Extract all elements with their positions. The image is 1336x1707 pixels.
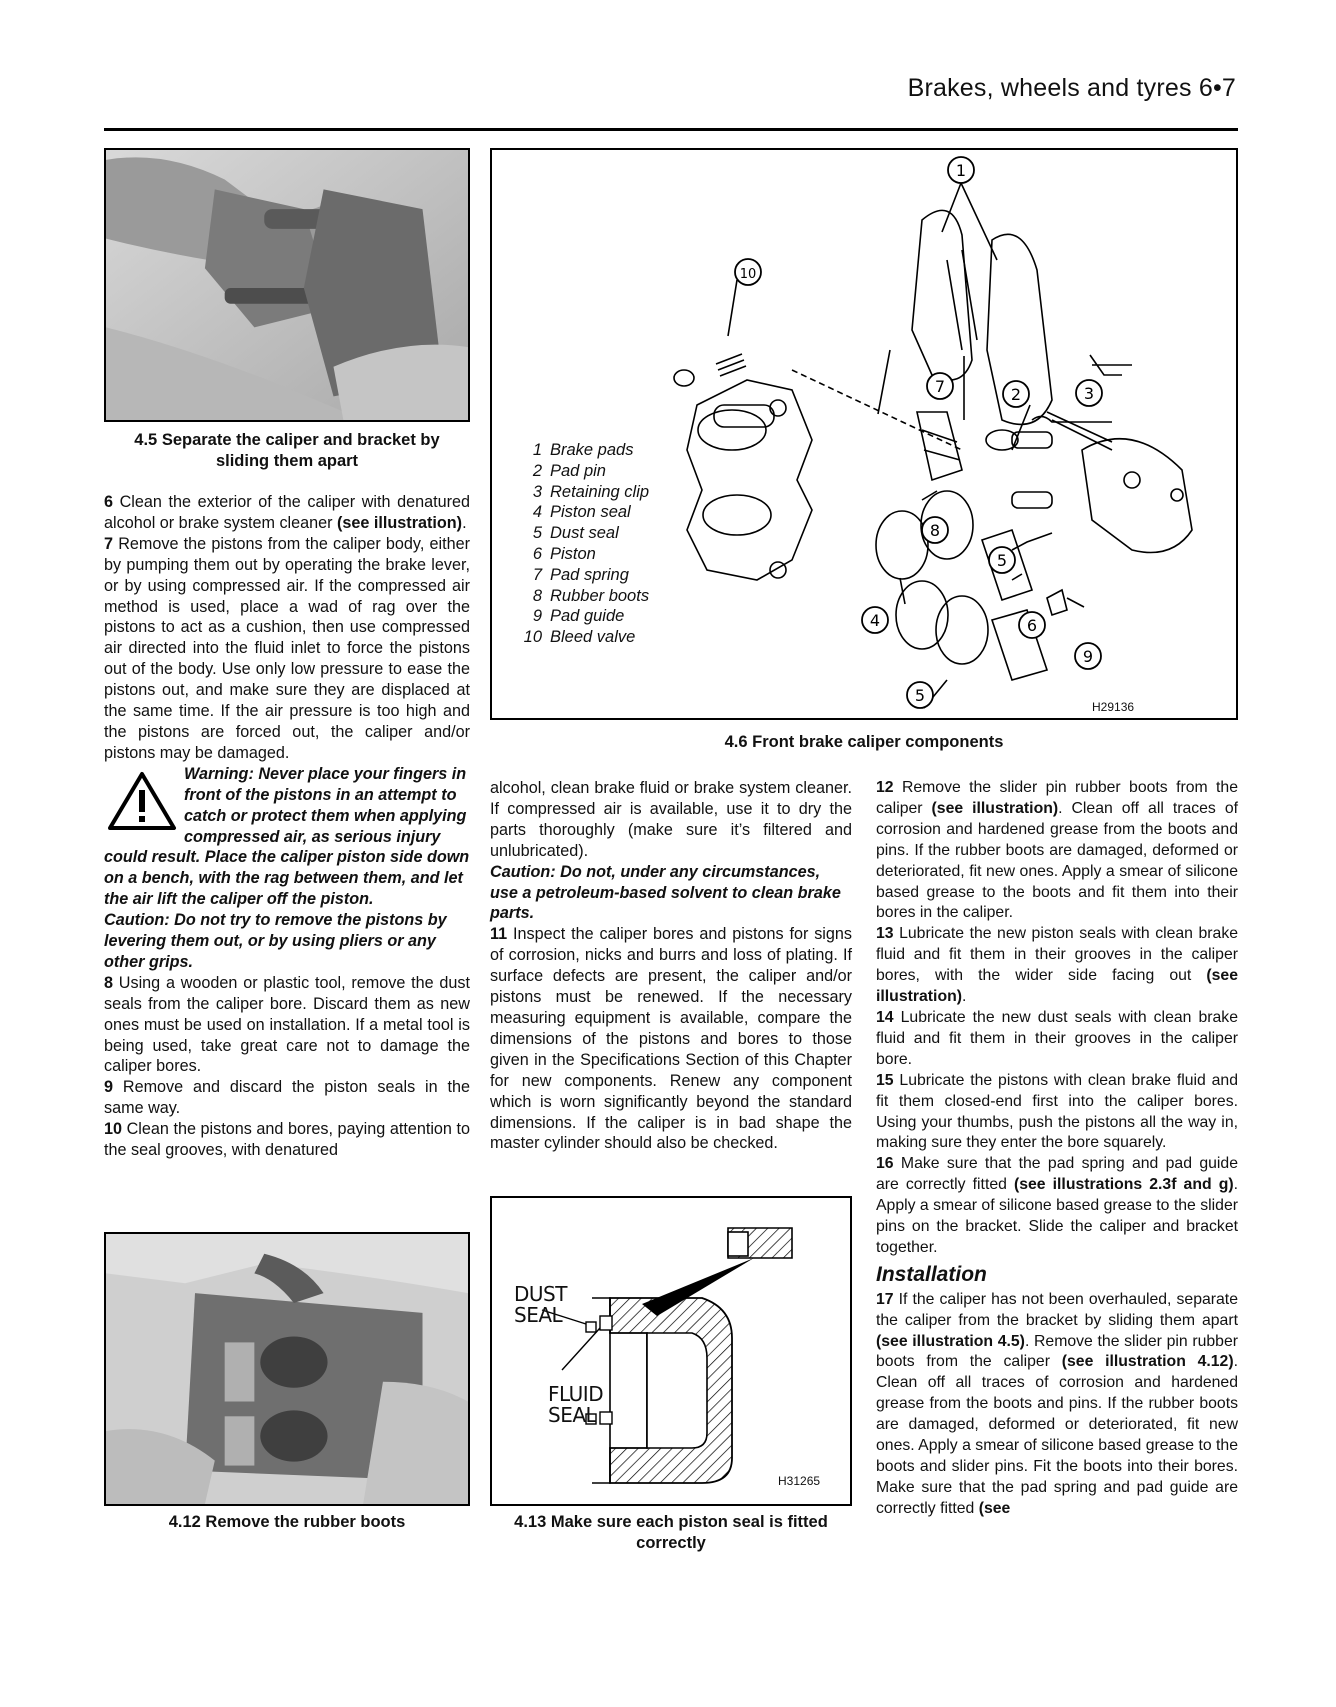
text-column-1 — [104, 492, 470, 1161]
warning-triangle-icon — [106, 770, 178, 832]
callout-3: 3 — [1083, 384, 1095, 403]
caliper-bracket-photo — [106, 150, 468, 420]
callout-6: 6 — [1026, 616, 1038, 635]
page-title: Brakes, wheels and tyres 6•7 — [907, 74, 1236, 102]
callout-2: 2 — [1010, 385, 1022, 404]
photo-4-12 — [104, 1232, 470, 1506]
callout-5-lower: 5 — [914, 686, 926, 705]
paragraph-15: 15 Lubricate the pistons with clean brake fluid and fit them closed-end first into the caliper bores. Using your thumbs, push the pistons all the way in, making sure they enter the bore squarely. — [876, 1071, 1238, 1152]
diagram-4-6 — [490, 148, 1238, 720]
legend-item: 7 Pad spring — [532, 565, 629, 584]
paragraph-11: 11 Inspect the caliper bores and pistons for signs of corrosion, nicks and burrs and loss of plating. If surface defects are present, the caliper and/or pistons must be renewed. If the necessary measuring equipment is available, compare the dimensions of the pistons and bores to those given in the Specifications Section of this Chapter for new components. Renew any component which is worn significantly beyond the standard dimensions. If the caliper is in bad shape the master cylinder should also be checked. — [490, 925, 852, 1153]
paragraph-8: 8 Using a wooden or plastic tool, remove the dust seals from the caliper bore. Discard them as new ones must be used on installation. If a metal tool is being used, take great care not to damage the caliper bores. — [104, 973, 470, 1076]
legend-item: 10 Bleed valve — [523, 628, 636, 647]
text-column-3 — [876, 778, 1238, 1520]
legend-item: 3 Retaining clip — [532, 482, 650, 501]
legend-item: 5 Dust seal — [532, 524, 619, 543]
callout-10: 10 — [739, 267, 757, 282]
legend-item: 1 Brake pads — [532, 441, 634, 459]
paragraph-12: 12 Remove the slider pin rubber boots from the caliper (see illustration). Clean off all traces of corrosion and hardened grease from the boots and pins. If the rubber boots are damaged, deformed or deteriorated, fit new ones. Apply a smear of silicone based grease to the boots and fit them into their bores in the caliper. — [876, 779, 1238, 922]
paragraph-10: 10 Clean the pistons and bores, paying attention to the seal grooves, with denatured — [104, 1120, 470, 1160]
piston-seal-section — [492, 1198, 850, 1504]
callout-5: 5 — [996, 551, 1008, 570]
text-column-2 — [490, 778, 852, 1154]
header-rule — [104, 128, 1238, 131]
legend-item: 8 Rubber boots — [532, 586, 650, 605]
caption-4-13: 4.13 Make sure each piston seal is fitted correctly — [514, 1513, 828, 1552]
legend-item: 6 Piston — [532, 544, 596, 563]
warning-block — [104, 764, 470, 910]
fluid-seal-label: FLUID SEAL — [548, 1382, 604, 1427]
paragraph-6: 6 Clean the exterior of the caliper with denatured alcohol or brake system cleaner (see illustration). — [104, 493, 470, 532]
warning-text: Warning: Never place your fingers in front of the pistons in an attempt to catch or protect them when applying compressed air, as serious injury could result. Place the caliper piston side down on a bench, with the rag between them, and let the air lift the caliper off the piston. — [104, 764, 470, 909]
callout-9: 9 — [1082, 647, 1094, 666]
caption-4-6: 4.6 Front brake caliper components — [724, 733, 1004, 751]
callout-8: 8 — [929, 521, 941, 540]
paragraph-7: 7 Remove the pistons from the caliper body, either by pumping them out by operating the brake lever, or by using compressed air. If the compressed air method is used, place a wad of rag over the pistons to act as a cushion, then use compressed air directed into the fluid inlet to force the pistons out of the body. Use only low pressure to ease the pistons out, and make sure they are displaced at the same time. If the air pressure is too high and the pistons are forced out, the caliper and/or pistons may be damaged. — [104, 534, 470, 762]
paragraph-10-cont: alcohol, clean brake fluid or brake system cleaner. If compressed air is available, use it to dry the parts thoroughly (make sure it’s filtered and unlubricated). — [490, 779, 852, 860]
legend-item: 9 Pad guide — [532, 607, 625, 626]
callout-7: 7 — [934, 377, 946, 396]
diagram-legend — [520, 440, 649, 648]
photo-4-5 — [104, 148, 470, 422]
legend-item: 2 Pad pin — [532, 461, 606, 480]
caption-4-12: 4.12 Remove the rubber boots — [168, 1513, 406, 1531]
callout-4: 4 — [869, 611, 881, 630]
paragraph-13: 13 Lubricate the new piston seals with clean brake fluid and fit them in their grooves in the caliper bores, with the wider side facing out (see illustration). — [876, 925, 1238, 1006]
diagram-code: H29136 — [1092, 700, 1135, 714]
section-heading-installation: Installation — [876, 1262, 987, 1286]
caption-4-5: 4.5 Separate the caliper and bracket by sliding them apart — [134, 431, 440, 470]
diagram-4-13 — [490, 1196, 852, 1506]
paragraph-16: 16 Make sure that the pad spring and pad guide are correctly fitted (see illustrations 2.3f and g). Apply a smear of silicone based grease to the slider pins on the bracket. Slide the caliper and bracket together. — [876, 1155, 1238, 1256]
paragraph-14: 14 Lubricate the new dust seals with clean brake fluid and fit them in their grooves in the caliper bore. — [876, 1008, 1238, 1068]
callout-1: 1 — [955, 161, 967, 180]
caution-text: Caution: Do not try to remove the pistons by levering them out, or by using pliers or any other grips. — [104, 911, 447, 971]
paragraph-9: 9 Remove and discard the piston seals in the same way. — [104, 1078, 470, 1118]
caution-text-2: Caution: Do not, under any circumstances, use a petroleum-based solvent to clean brake parts. — [490, 862, 841, 923]
diagram-code-2: H31265 — [778, 1474, 821, 1488]
page-header — [104, 72, 1238, 130]
dust-seal-label: DUST SEAL — [514, 1282, 567, 1327]
rubber-boots-photo — [106, 1234, 468, 1504]
legend-item: 4 Piston seal — [532, 503, 631, 522]
paragraph-17: 17 If the caliper has not been overhauled, separate the caliper from the bracket by sliding them apart (see illustration 4.5). Remove the slider pin rubber boots from the caliper (see illustration 4.12). Clean off all traces of corrosion and hardened grease from the boots and pins. If the rubber boots are damaged, deformed or deteriorated, fit new ones. Apply a smear of silicone based grease to the boots and slider pins. Fit the boots into their bores. Make sure that the pad spring and pad guide are correctly fitted (see — [876, 1290, 1239, 1517]
